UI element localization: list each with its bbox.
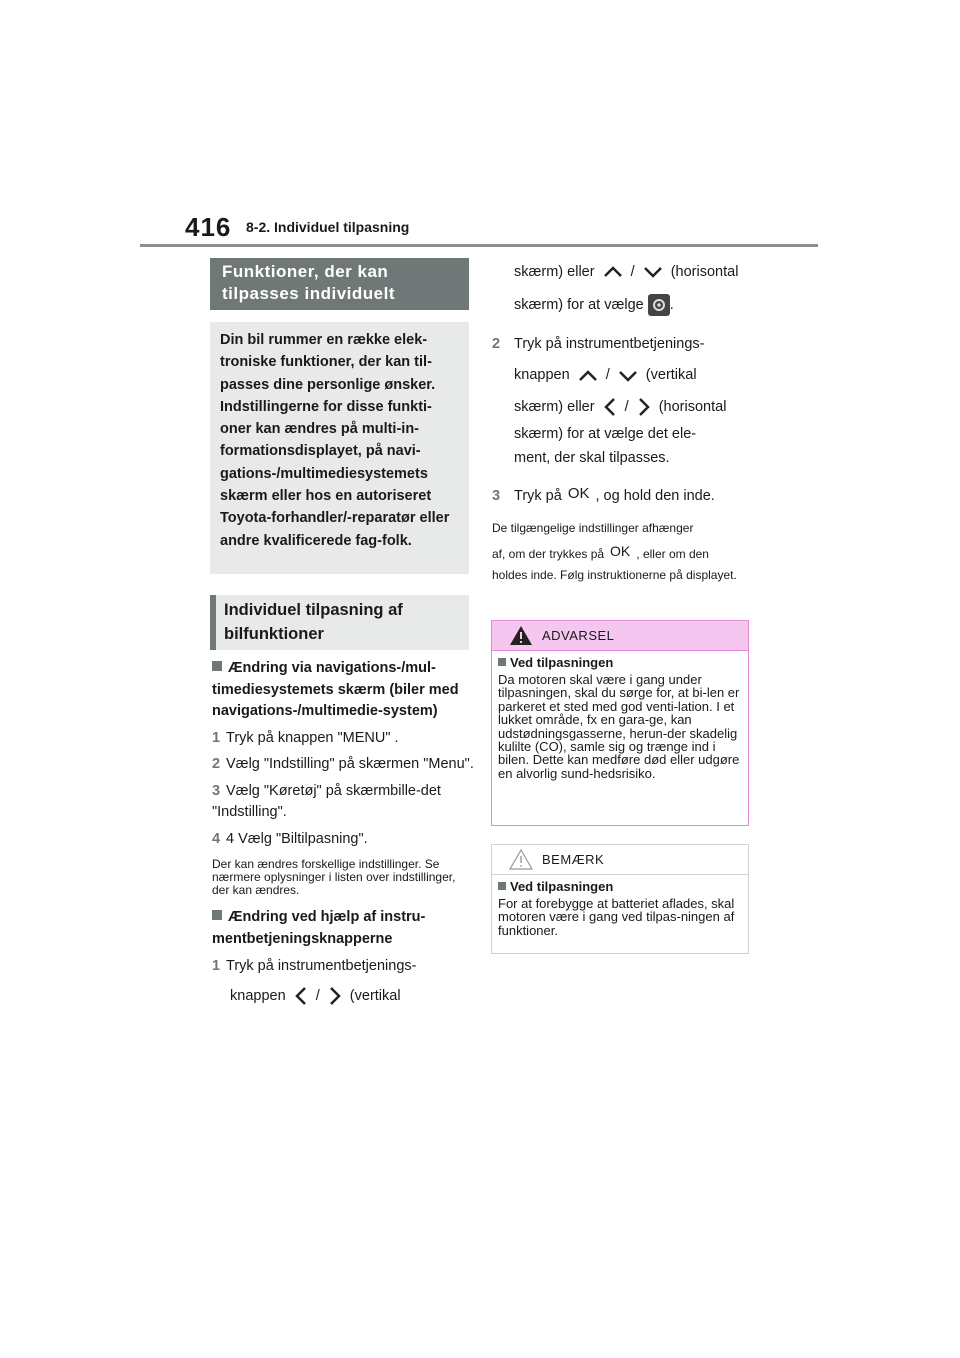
nav-step-4: 4 4 Vælg "Biltilpasning". (212, 830, 368, 847)
chevron-right-icon (637, 397, 651, 417)
notice-text: For at forebygge at batteriet aflades, skal motoren være i gang ved tilpas-ningen af funktioner. (498, 896, 735, 938)
notice-title: BEMÆRK (542, 852, 605, 867)
nav-method-block (212, 658, 474, 1007)
switch-note-line2: af, om der trykkes på OK , eller om den (492, 542, 709, 561)
section-title-customization: Individuel tilpasning af bilfunktioner (210, 595, 469, 650)
chevron-left-icon (603, 397, 617, 417)
chevron-up-icon (578, 369, 598, 383)
switch-step-1-line2: knappen / (vertikal (212, 986, 474, 1008)
warning-box (491, 620, 749, 826)
page-number: 416 (185, 212, 232, 242)
section-title-functions: Funktioner, der kan tilpasses individuelt (210, 258, 469, 310)
chevron-down-icon (643, 265, 663, 279)
switch-step-2-line4: skærm) for at vælge det ele- (514, 426, 697, 443)
nav-method-title: Ændring via navigations-/mul-timediesystemets skærm (biler med navigations-/multimedie-system) (212, 660, 459, 719)
nav-step-1: 1 Tryk på knappen "MENU" . (212, 729, 399, 746)
notice-header (492, 845, 748, 875)
switch-step-1-line3: skærm) eller / (horisontal (514, 264, 739, 280)
nav-note: Der kan ændres forskellige indstillinger. Se nærmere oplysninger i listen over indstillinger, der kan ændres. (212, 857, 456, 897)
chapter-title: 8-2. Individuel tilpasning (246, 219, 410, 235)
intro-box: Din bil rummer en række elek-troniske funktioner, der kan til-passes dine personlige ønsker. Indstillingerne for disse funkti-oner kan ændres på multi-in-formationsdisplayet, på navi-gations-/multimediesystemets skærm eller hos en autoriseret Toyota-forhandler/-reparatør eller andre kvalificerede fag-folk. (210, 322, 469, 574)
chevron-up-icon (603, 265, 623, 279)
ok-button-icon: OK (567, 485, 590, 503)
settings-gear-icon (648, 294, 670, 316)
switch-note-line3: holdes inde. Følg instruktionerne på displayet. (492, 567, 737, 582)
switch-step-1-line1: 1 Tryk på instrumentbetjenings- (212, 958, 417, 974)
switch-step-2-line3: skærm) eller / (horisontal (492, 397, 752, 419)
notice-box (491, 844, 749, 954)
switch-step-2-line5: ment, der skal tilpasses. (514, 449, 670, 466)
square-bullet-icon (498, 882, 506, 890)
switch-step-1-line4: skærm) for at vælge . (492, 294, 752, 316)
nav-step-2: 2 Vælg "Indstilling" på skærmen "Menu". (212, 756, 474, 772)
warning-triangle-icon (509, 625, 533, 646)
square-bullet-icon (212, 910, 222, 920)
caution-triangle-icon (509, 849, 533, 870)
warning-header (492, 621, 748, 651)
switch-note-line1: De tilgængelige indstillinger afhænger (492, 520, 694, 535)
switch-continued-block (492, 262, 752, 582)
square-bullet-icon (212, 661, 222, 671)
chevron-left-icon (294, 986, 308, 1006)
ok-button-icon: OK (610, 542, 631, 559)
switch-step-3: 3 Tryk på OK , og hold den inde. (492, 485, 715, 505)
notice-subtitle: Ved tilpasningen (498, 879, 742, 895)
header-rule (140, 244, 818, 247)
warning-subtitle: Ved tilpasningen (498, 655, 742, 671)
switch-step-2-line1: 2 Tryk på instrumentbetjenings- (492, 335, 705, 352)
nav-step-3: 3 Vælg "Køretøj" på skærmbille-det "Indstilling". (212, 782, 441, 820)
square-bullet-icon (498, 658, 506, 666)
switch-step-2-line2: knappen / (vertikal (514, 367, 697, 384)
warning-title: ADVARSEL (542, 628, 615, 643)
warning-text: Da motoren skal være i gang under tilpasningen, skal du sørge for, at bi-len er parkeret et sted med god venti-lation. I et lukket område, fx en gara-ge, kan udstødningsgasserne, herun-der skadelig kulilte (CO), samle sig og trænge ind i bilen. Dette kan medføre død eller udgøre en alvorlig sund-hedsrisiko. (498, 672, 740, 781)
switch-method-title: Ændring ved hjælp af instru-mentbetjeningsknapperne (212, 909, 426, 947)
chevron-right-icon (328, 986, 342, 1006)
chevron-down-icon (618, 369, 638, 383)
